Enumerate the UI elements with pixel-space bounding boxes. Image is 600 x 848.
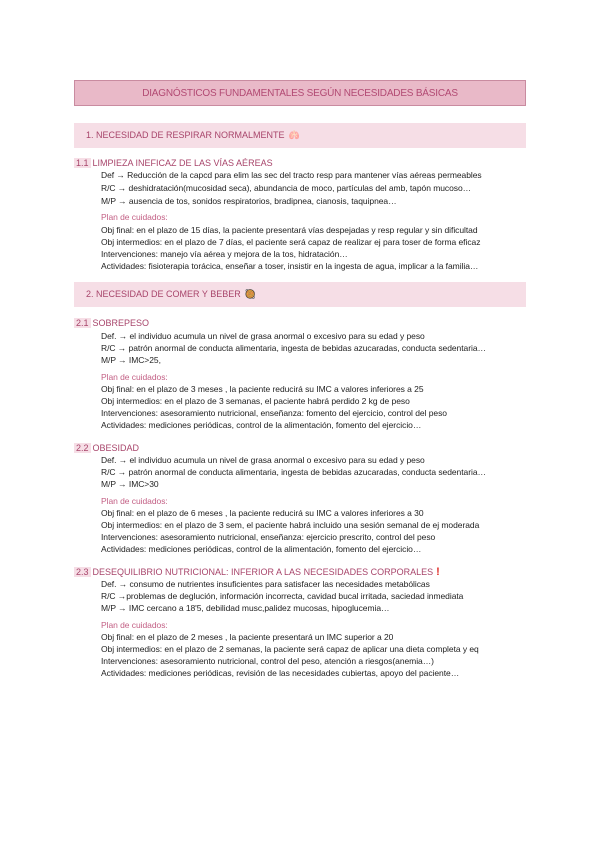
need-header-comer-beber xyxy=(74,282,526,307)
rc-line: R/C → patrón anormal de conducta alimentaria, ingesta de bebidas azucaradas, conducta sedentaria… xyxy=(101,343,486,353)
need-label: 1. NECESIDAD DE RESPIRAR NORMALMENTE xyxy=(86,130,285,140)
mp-line: M/P → IMC cercano a 18'5, debilidad musc,palidez mucosas, hipoglucemia… xyxy=(101,603,390,613)
section-title: SOBREPESO xyxy=(92,318,150,328)
section-heading xyxy=(74,566,440,578)
lungs-icon: 🫁 xyxy=(288,130,300,140)
food-icon: 🥘 xyxy=(244,289,256,299)
plan-actividades: Actividades: fisioterapia torácica, enseñar a toser, insistir en la ingesta de agua, implicar a la familia… xyxy=(101,261,479,271)
need-header-respirar xyxy=(74,123,526,148)
section-title: LIMPIEZA INEFICAZ DE LAS VÍAS AÉREAS xyxy=(92,158,273,168)
page-title: DIAGNÓSTICOS FUNDAMENTALES SEGÚN NECESIDADES BÁSICAS xyxy=(74,80,526,106)
plan-label: Plan de cuidados: xyxy=(101,212,168,222)
exclamation-icon: ! xyxy=(436,566,440,578)
rc-line: R/C →problemas de deglución, información incorrecta, cavidad bucal irritada, saciedad inmediata xyxy=(101,591,464,601)
rc-line: R/C → deshidratación(mucosidad seca), abundancia de moco, partículas del amb, tapón mucoso… xyxy=(101,183,472,193)
mp-line: M/P → IMC>30 xyxy=(101,479,159,489)
plan-obj-final: Obj final: en el plazo de 3 meses , la paciente reducirá su IMC a valores inferiores a 25 xyxy=(101,384,424,394)
section-title: OBESIDAD xyxy=(92,443,140,453)
def-line: Def. → el individuo acumula un nivel de grasa anormal o excesivo para su edad y peso xyxy=(101,455,425,465)
plan-intervenciones: Intervenciones: asesoramiento nutricional, control del peso, atención a riesgos(anemia…) xyxy=(101,656,434,666)
rc-line: R/C → patrón anormal de conducta alimentaria, ingesta de bebidas azucaradas, conducta sedentaria… xyxy=(101,467,486,477)
def-line: Def → Reducción de la capcd para elim las sec del tracto resp para mantener vías aéreas permeables xyxy=(101,170,482,180)
def-line: Def. → consumo de nutrientes insuficientes para satisfacer las necesidades metabólicas xyxy=(101,579,430,589)
plan-intervenciones: Intervenciones: asesoramiento nutricional, enseñanza: ejercicio prescrito, control del peso xyxy=(101,532,436,542)
section-number: 2.2 xyxy=(76,443,89,453)
plan-intervenciones: Intervenciones: asesoramiento nutricional, enseñanza: fomento del ejercicio, control del peso xyxy=(101,408,447,418)
plan-label: Plan de cuidados: xyxy=(101,620,168,630)
plan-label: Plan de cuidados: xyxy=(101,496,168,506)
mp-line: M/P → IMC>25, xyxy=(101,355,161,365)
section-number: 1.1 xyxy=(76,158,89,168)
plan-actividades: Actividades: mediciones periódicas, control de la alimentación, fomento del ejercicio… xyxy=(101,544,422,554)
plan-obj-intermedios: Obj intermedios: en el plazo de 2 semanas, la paciente será capaz de aplicar una dieta completa y eq xyxy=(101,644,479,654)
plan-actividades: Actividades: mediciones periódicas, revisión de las necesidades cubiertas, apoyo del paciente… xyxy=(101,668,460,678)
def-line: Def. → el individuo acumula un nivel de grasa anormal o excesivo para su edad y peso xyxy=(101,331,425,341)
plan-obj-final: Obj final: en el plazo de 6 meses , la paciente reducirá su IMC a valores inferiores a 30 xyxy=(101,508,424,518)
plan-obj-final: Obj final: en el plazo de 2 meses , la paciente presentará un IMC superior a 20 xyxy=(101,632,394,642)
plan-obj-intermedios: Obj intermedios: en el plazo de 3 sem, el paciente habrá incluido una sesión semanal de ej moderada xyxy=(101,520,480,530)
need-label: 2. NECESIDAD DE COMER Y BEBER xyxy=(86,289,241,299)
section-number: 2.3 xyxy=(76,567,89,577)
section-title: DESEQUILIBRIO NUTRICIONAL: INFERIOR A LAS NECESIDADES CORPORALES xyxy=(92,567,434,577)
plan-obj-final: Obj final: en el plazo de 15 días, la paciente presentará vías despejadas y resp regular y sin dificultad xyxy=(101,225,478,235)
plan-intervenciones: Intervenciones: manejo vía aérea y mejora de la tos, hidratación… xyxy=(101,249,348,259)
plan-actividades: Actividades: mediciones periódicas, control de la alimentación, fomento del ejercicio… xyxy=(101,420,422,430)
section-heading xyxy=(74,317,149,329)
section-number: 2.1 xyxy=(76,318,89,328)
section-heading xyxy=(74,157,273,169)
section-heading xyxy=(74,442,139,454)
plan-obj-intermedios: Obj intermedios: en el plazo de 3 semanas, el paciente habrá perdido 2 kg de peso xyxy=(101,396,410,406)
plan-obj-intermedios: Obj intermedios: en el plazo de 7 días, el paciente será capaz de realizar ej para toser de forma eficaz xyxy=(101,237,481,247)
plan-label: Plan de cuidados: xyxy=(101,372,168,382)
mp-line: M/P → ausencia de tos, sonidos respiratorios, bradipnea, cianosis, taquipnea… xyxy=(101,196,397,206)
